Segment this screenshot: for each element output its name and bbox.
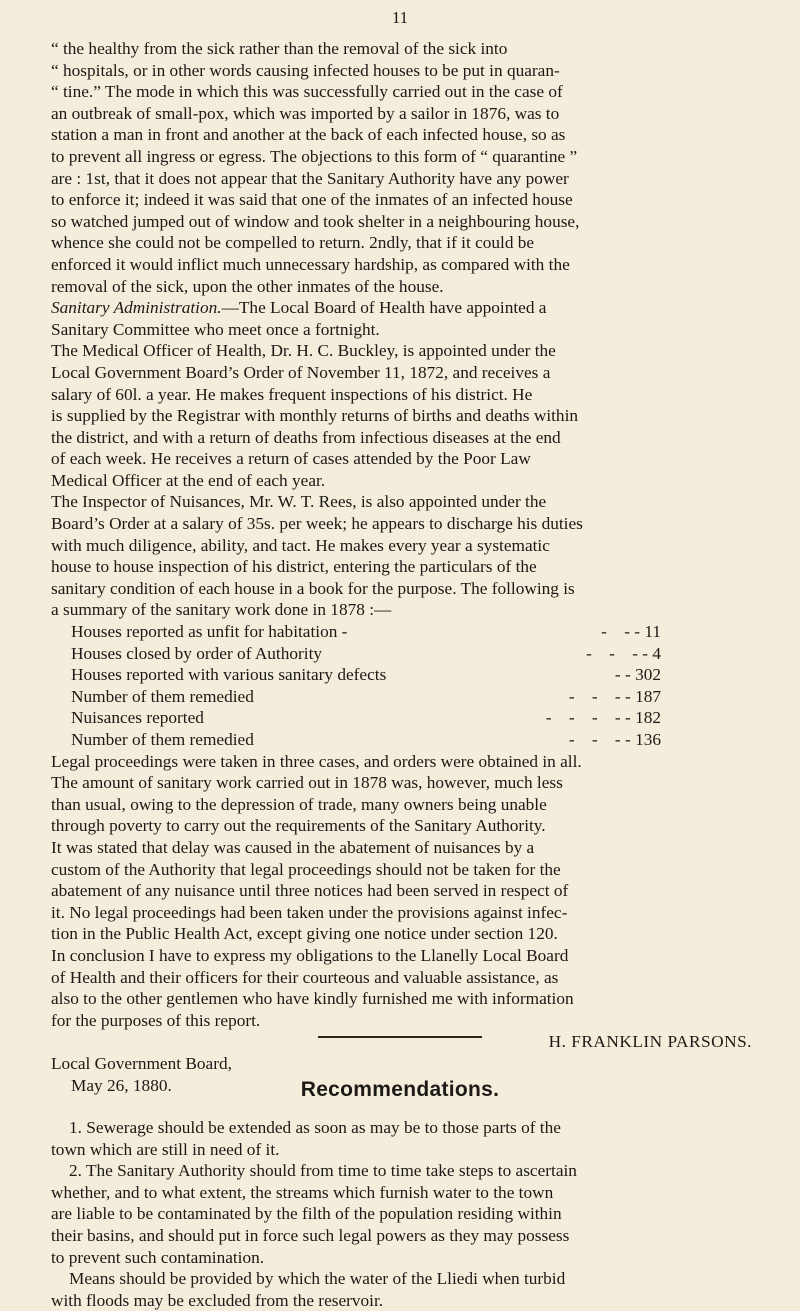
text-line: tion in the Public Health Act, except giving one notice under section 120. xyxy=(51,924,558,944)
text-line: is supplied by the Registrar with monthly returns of births and deaths within xyxy=(51,406,579,426)
text-line: enforced it would inflict much unnecessary hardship, as compared with the xyxy=(51,254,570,274)
row-label xyxy=(71,686,254,708)
text-line: also to the other gentlemen who have kindly furnished me with information xyxy=(51,989,574,1009)
text-line: so watched jumped out of window and took shelter in a neighbouring house, xyxy=(51,211,580,231)
text-line: it. No legal proceedings had been taken under the provisions against infec- xyxy=(51,902,568,922)
text-line: Legal proceedings were taken in three cases, and orders were obtained in all. xyxy=(51,751,582,771)
text-line: In conclusion I have to express my obligations to the Llanelly Local Board xyxy=(51,945,569,965)
text-line: The Inspector of Nuisances, Mr. W. T. Rees, is also appointed under the xyxy=(51,492,547,512)
row-label xyxy=(71,707,204,729)
table-row xyxy=(71,621,661,643)
leader-dashes: - - - - xyxy=(545,708,621,728)
table-row xyxy=(71,729,661,751)
text-line: removal of the sick, upon the other inmates of the house. xyxy=(51,276,444,296)
text-line: It was stated that delay was caused in the abatement of nuisances by a xyxy=(51,837,535,857)
text-line: custom of the Authority that legal proceedings should not be taken for the xyxy=(51,859,561,879)
text-line: Medical Officer at the end of each year. xyxy=(51,470,326,490)
label-text: Houses reported with various sanitary defects xyxy=(71,665,387,685)
text-line: 2. The Sanitary Authority should from time to time take steps to ascertain xyxy=(69,1161,577,1181)
row-label xyxy=(71,621,347,643)
text-line: a summary of the sanitary work done in 1878 :— xyxy=(51,600,392,620)
label-text: Number of them remedied xyxy=(71,730,254,749)
text-line: are : 1st, that it does not appear that the Sanitary Authority have any power xyxy=(51,168,569,188)
table-row xyxy=(71,707,661,729)
value-text: 11 xyxy=(644,622,661,642)
text-line: an outbreak of small-pox, which was imported by a sailor in 1876, was to xyxy=(51,103,560,123)
page-number: 11 xyxy=(391,8,409,27)
section-divider xyxy=(318,1036,482,1038)
row-label xyxy=(71,729,254,751)
text-line: abatement of any nuisance until three notices had been served in respect of xyxy=(51,881,569,901)
recommendations-list xyxy=(51,1117,752,1311)
text-line: for the purposes of this report. xyxy=(51,1010,261,1030)
text-line: to prevent all ingress or egress. The objections to this form of “ quarantine ” xyxy=(51,146,578,166)
text-line: their basins, and should put in force such legal powers as they may possess xyxy=(51,1225,570,1245)
leader-dashes: - - - xyxy=(568,730,621,749)
label-text: Nuisances reported xyxy=(71,708,204,728)
text-line: house to house inspection of his district, entering the particulars of the xyxy=(51,557,537,577)
text-line: The Medical Officer of Health, Dr. H. C. Buckley, is appointed under the xyxy=(51,341,556,361)
row-label xyxy=(71,643,322,665)
report-body xyxy=(51,38,752,1096)
row-label xyxy=(71,664,386,686)
text-line: Means should be provided by which the water of the Lliedi when turbid xyxy=(69,1269,566,1289)
recommendations-heading: Recommendations. xyxy=(300,1078,500,1101)
text-line: to prevent such contamination. xyxy=(51,1247,265,1267)
text-line: of Health and their officers for their courteous and valuable assistance, as xyxy=(51,967,559,987)
sanitary-administration-section xyxy=(51,297,752,621)
text-line: whether, and to what extent, the streams which furnish water to the town xyxy=(51,1182,554,1202)
text-line xyxy=(51,297,752,319)
report-date: May 26, 1880. xyxy=(71,1075,172,1095)
text-line: station a man in front and another at the back of each infected house, so as xyxy=(51,125,566,145)
value-text: 136 xyxy=(635,730,661,749)
row-value: - - - - - 182 xyxy=(545,708,661,728)
value-text: 182 xyxy=(635,708,661,728)
value-text: 302 xyxy=(635,665,661,685)
row-value: - - 302 xyxy=(614,665,661,685)
label-text: Houses reported as unfit for habitation - xyxy=(71,622,348,642)
sanitary-work-summary-table xyxy=(71,621,661,751)
text-line: Sanitary Committee who meet once a fortnight. xyxy=(51,319,380,339)
text-line: The amount of sanitary work carried out in 1878 was, however, much less xyxy=(51,773,563,793)
text-line: salary of 60l. a year. He makes frequent inspections of his district. He xyxy=(51,384,533,404)
text-line: Local Government Board’s Order of November 11, 1872, and receives a xyxy=(51,362,551,382)
quarantine-paragraph xyxy=(51,38,752,297)
row-value: - - - 11 xyxy=(601,622,661,642)
table-row xyxy=(71,686,661,708)
text-line: of each week. He receives a return of cases attended by the Poor Law xyxy=(51,449,531,469)
text-line: sanitary condition of each house in a book for the purpose. The following is xyxy=(51,578,575,598)
text-line: to enforce it; indeed it was said that one of the inmates of an infected house xyxy=(51,190,573,210)
text-line: are liable to be contaminated by the filth of the population residing within xyxy=(51,1204,562,1224)
text-span: —The Local Board of Health have appointed a xyxy=(221,298,547,318)
label-text: Houses closed by order of Authority xyxy=(71,643,323,663)
text-line: town which are still in need of it. xyxy=(51,1139,280,1159)
section-heading: Sanitary Administration. xyxy=(51,298,222,318)
text-line: than usual, owing to the depression of trade, many owners being unable xyxy=(51,794,547,814)
text-line: with floods may be excluded from the reservoir. xyxy=(51,1290,384,1310)
row-value: - - - - 4 xyxy=(586,643,661,663)
table-row xyxy=(71,643,661,665)
text-line: whence she could not be compelled to return. 2ndly, that if it could be xyxy=(51,233,535,253)
value-text: 187 xyxy=(635,686,661,706)
text-line: “ the healthy from the sick rather than the removal of the sick into xyxy=(51,39,508,58)
text-line: with much diligence, ability, and tact. He makes every year a systematic xyxy=(51,535,550,555)
text-line: “ tine.” The mode in which this was successfully carried out in the case of xyxy=(51,82,563,102)
value-text: 4 xyxy=(652,643,661,663)
leader-dashes: - - xyxy=(601,622,630,642)
signature: H. FRANKLIN PARSONS. xyxy=(548,1032,752,1052)
text-line: 1. Sewerage should be extended as soon as may be to those parts of the xyxy=(69,1118,561,1137)
leader-dashes: - - - xyxy=(586,643,638,663)
leader-dashes: - - - xyxy=(568,686,621,706)
text-line: “ hospitals, or in other words causing infected houses to be put in quaran- xyxy=(51,60,560,80)
text-line: through poverty to carry out the requirements of the Sanitary Authority. xyxy=(51,816,546,836)
text-line: the district, and with a return of deaths from infectious diseases at the end xyxy=(51,427,561,447)
text-line: Board’s Order at a salary of 35s. per week; he appears to discharge his duties xyxy=(51,514,583,534)
label-text: Number of them remedied xyxy=(71,686,254,706)
conclusion-section xyxy=(51,751,752,1032)
row-value: - - - - 136 xyxy=(568,730,661,749)
sender-place: Local Government Board, xyxy=(51,1053,232,1073)
row-value: - - - - 187 xyxy=(568,686,661,706)
table-row xyxy=(71,664,661,686)
leader-dashes: - xyxy=(614,665,621,685)
